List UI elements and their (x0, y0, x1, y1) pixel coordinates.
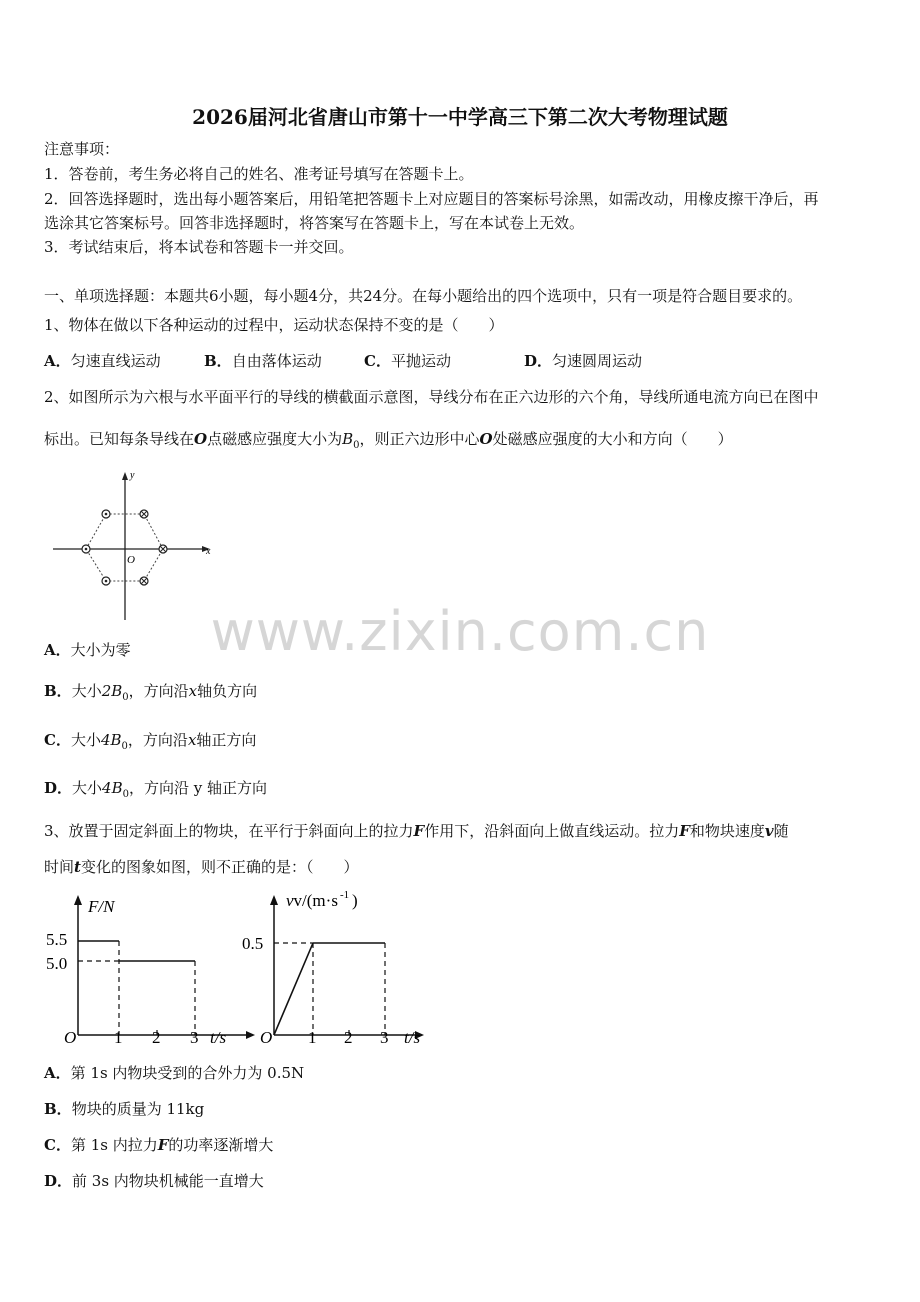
notes-heading: 注意事项： (44, 140, 120, 158)
f-axis-label: F/N (88, 897, 115, 916)
wire-top-right-cross (140, 510, 148, 518)
section-heading: 一、单项选择题：本题共6小题，每小题4分，共24分。在每小题给出的四个选项中，只有一项是符合题目要求的。 (44, 287, 803, 305)
q2-option-b: B．大小$2B_0$，方向沿x轴负方向 (44, 682, 258, 703)
v-xtick-2: 2 (344, 1028, 353, 1047)
q1-option-b: B．自由落体运动 (204, 352, 322, 370)
force-time-graph (46, 895, 255, 1047)
origin-label: O (127, 554, 135, 566)
q3-option-c: C．第 1s 内拉力F的功率逐渐增大 (44, 1136, 274, 1154)
watermark: www.zixin.com.cn (210, 600, 710, 663)
wire-bottom-left-dot (102, 577, 110, 585)
x-axis-label: x (206, 546, 211, 557)
v-tick-0.5: 0.5 (242, 934, 264, 953)
q3-stem-line2: 时间t变化的图象如图，则不正确的是：（ ） (44, 858, 359, 876)
q3-graphs (40, 885, 440, 1055)
q2-stem-line2: 标出。已知每条导线在O点磁感应强度大小为$B_0$，则正六边形中心O处磁感应强度的大小和方向（ ） (44, 430, 733, 451)
q1-option-d: D．匀速圆周运动 (524, 352, 643, 370)
f-origin: O (64, 1028, 77, 1047)
velocity-time-graph (242, 889, 424, 1047)
q2-option-d: D．大小$4B_0$，方向沿 y 轴正方向 (44, 779, 267, 800)
q3-option-a: A．第 1s 内物块受到的合外力为 0.5N (44, 1064, 305, 1082)
q3-option-b: B．物块的质量为 11kg (44, 1100, 205, 1118)
v-axis-label: vv/(m·s (286, 891, 338, 910)
y-axis-label: y (130, 470, 135, 481)
v-axis-label-sup: -1 (340, 889, 350, 901)
wire-top-left-dot (102, 510, 110, 518)
f-x-axis-label: t/s (210, 1028, 227, 1047)
q3-stem-line1: 3、放置于固定斜面上的物块，在平行于斜面向上的拉力F作用下，沿斜面向上做直线运动。拉力F和物块速度v随 (44, 822, 789, 840)
note-item-2-line1: 2．回答选择题时，选出每小题答案后，用铅笔把答题卡上对应题目的答案标号涂黑，如需改动，用橡皮擦干净后，再 (44, 190, 819, 208)
wire-left-dot (82, 545, 90, 553)
f-xtick-1: 1 (114, 1028, 123, 1047)
wire-bottom-right-cross (140, 577, 148, 585)
v-axis-label-end: ) (352, 891, 358, 910)
q2-option-a: A．大小为零 (44, 641, 131, 659)
q2-option-c: C．大小$4B_0$，方向沿x轴正方向 (44, 731, 257, 752)
wire-right-cross (159, 545, 167, 553)
f-tick-5.5: 5.5 (46, 930, 68, 949)
f-xtick-2: 2 (152, 1028, 161, 1047)
f-xtick-3: 3 (190, 1028, 199, 1047)
note-item-2-line2: 选涂其它答案标号。回答非选择题时，将答案写在答题卡上，写在本试卷上无效。 (44, 214, 585, 232)
q3-option-d: D．前 3s 内物块机械能一直增大 (44, 1172, 264, 1190)
f-tick-5.0: 5.0 (46, 954, 68, 973)
q1-stem: 1、物体在做以下各种运动的过程中，运动状态保持不变的是（ ） (44, 316, 504, 334)
note-item-1: 1．答卷前，考生务必将自己的姓名、准考证号填写在答题卡上。 (44, 165, 474, 183)
page-title: 2026届河北省唐山市第十一中学高三下第二次大考物理试题 (192, 105, 728, 129)
v-xtick-3: 3 (380, 1028, 389, 1047)
q1-option-c: C．平抛运动 (364, 352, 451, 370)
v-origin: O (260, 1028, 273, 1047)
note-item-3: 3．考试结束后，将本试卷和答题卡一并交回。 (44, 238, 354, 256)
q1-option-a: A．匀速直线运动 (44, 352, 161, 370)
v-x-axis-label: t/s (404, 1028, 421, 1047)
q2-stem-line1: 2、如图所示为六根与水平面平行的导线的横截面示意图，导线分布在正六边形的六个角，导线所通电流方向已在图中 (44, 388, 819, 406)
v-xtick-1: 1 (308, 1028, 317, 1047)
